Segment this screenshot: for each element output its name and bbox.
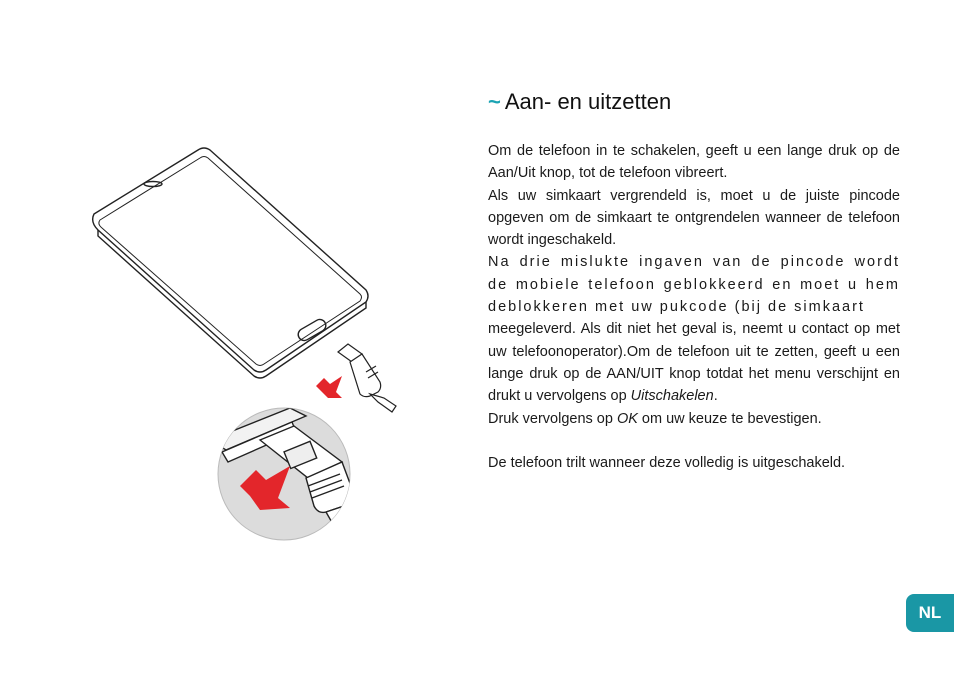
heading-tilde: ~ xyxy=(488,89,501,114)
power-off-text: meegeleverd. Als dit niet het geval is, neemt u contact op met uw telefoonoperator).Om de telefoon uit te zetten, geeft u een lange druk op de AAN/UIT knop totdat het menu verschijnt en drukt u vervolgens op xyxy=(488,321,900,405)
heading-title: Aan- en uitzetten xyxy=(504,89,672,114)
power-off-option: Uitschakelen xyxy=(630,388,714,405)
paragraph-power-on: Om de telefoon in te schakelen, geeft u een lange druk op de Aan/Uit knop, tot de telefoon vibreert. xyxy=(488,143,900,182)
confirm-pre: Druk vervolgens op xyxy=(488,410,617,427)
usb-cable-small xyxy=(338,344,396,412)
arrow-small xyxy=(316,376,342,398)
confirm-ok: OK xyxy=(616,410,638,427)
confirm-post: om uw keuze te bevestigen. xyxy=(637,410,822,427)
paragraph-simlock: Als uw simkaart vergrendeld is, moet u de juiste pincode opgeven om de simkaart te ontgrendelen wanneer de telefoon wordt ingeschakeld. xyxy=(488,187,900,249)
power-off-end: . xyxy=(713,388,718,405)
paragraph-gap xyxy=(488,430,900,452)
phone-body xyxy=(93,148,368,378)
paragraph-pin-failure: Na drie mislukte ingaven van de pincode wordt de mobiele telefoon geblokkeerd en moet u hem deblokkeren met uw pukcode (bij de simkaart xyxy=(488,254,900,316)
paragraph-confirm xyxy=(488,408,900,430)
paragraph-vibrate-off: De telefoon trilt wanneer deze volledig is uitgeschakeld. xyxy=(488,454,846,471)
section-heading xyxy=(488,88,900,116)
content-column xyxy=(488,88,900,474)
paragraph-power-off xyxy=(488,318,900,407)
zoom-circle xyxy=(210,408,360,540)
phone-charging-illustration xyxy=(80,140,410,545)
language-tab: NL xyxy=(906,594,954,632)
phone-usb-diagram xyxy=(80,140,410,545)
